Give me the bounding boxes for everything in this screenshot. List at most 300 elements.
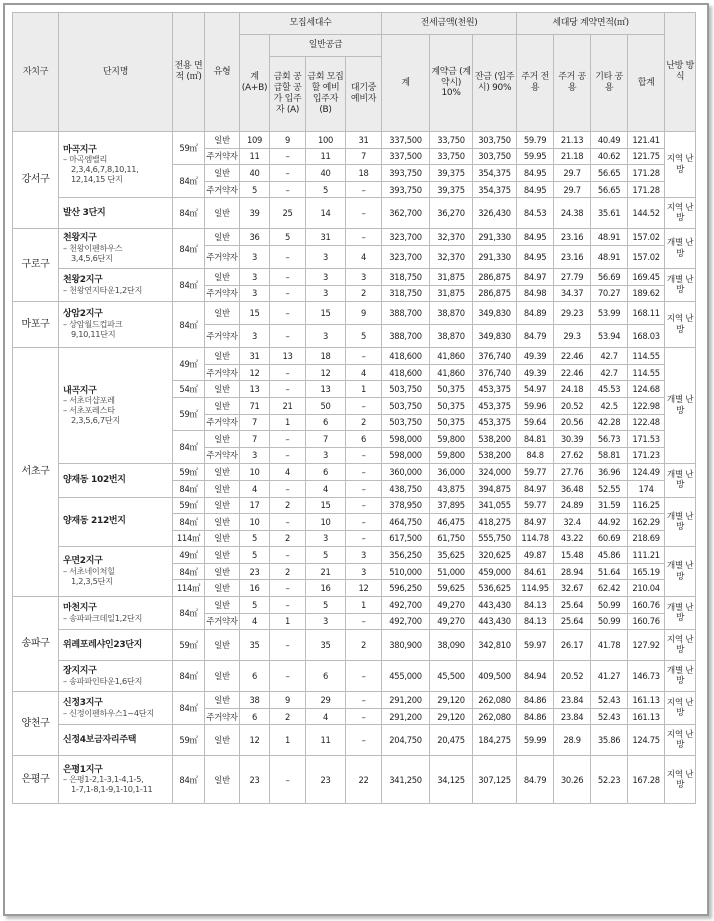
- other-area-cell: 56.69: [591, 268, 628, 285]
- waiting-cell: 2: [346, 630, 382, 661]
- deposit-contract-cell: 50,375: [430, 381, 473, 398]
- type-cell: 주거약자: [205, 181, 240, 198]
- deposit-total-cell: 438,750: [382, 480, 430, 497]
- other-area-cell: 60.69: [591, 530, 628, 547]
- common-area-cell: 26.17: [554, 630, 591, 661]
- other-area-cell: 53.94: [591, 325, 628, 348]
- sum-area-cell: 167.28: [628, 756, 665, 804]
- common-area-cell: 21.18: [554, 148, 591, 165]
- waiting-cell: 3: [346, 268, 382, 285]
- type-cell: 일반: [205, 464, 240, 481]
- recruit-a-cell: –: [270, 285, 306, 302]
- recruit-b-cell: 10: [306, 514, 346, 531]
- recruit-a-cell: –: [270, 431, 306, 448]
- recruit-b-cell: 3: [306, 447, 346, 464]
- private-area-cell: 59.97: [517, 630, 554, 661]
- deposit-contract-cell: 59,800: [430, 431, 473, 448]
- recruit-b-cell: 40: [306, 165, 346, 182]
- other-area-cell: 52.55: [591, 480, 628, 497]
- recruit-b-cell: 100: [306, 132, 346, 149]
- other-area-cell: 48.91: [591, 229, 628, 246]
- recruit-b-cell: 15: [306, 497, 346, 514]
- complex-cell: [59, 132, 173, 198]
- sum-area-cell: 161.13: [628, 708, 665, 725]
- area-cell: 84㎡: [173, 661, 205, 692]
- sum-area-cell: 157.02: [628, 229, 665, 246]
- header-ca-private: 주거 전용: [517, 35, 554, 132]
- area-cell: 84㎡: [173, 165, 205, 198]
- other-area-cell: 56.73: [591, 431, 628, 448]
- complex-name: 마곡지구: [63, 144, 97, 155]
- complex-cell: [59, 661, 173, 692]
- private-area-cell: 84.95: [517, 181, 554, 198]
- deposit-balance-cell: 342,810: [473, 630, 517, 661]
- type-cell: 주거약자: [205, 613, 240, 630]
- private-area-cell: 49.87: [517, 547, 554, 564]
- private-area-cell: 59.99: [517, 725, 554, 756]
- common-area-cell: 24.18: [554, 381, 591, 398]
- sum-area-cell: 165.19: [628, 563, 665, 580]
- deposit-contract-cell: 38,870: [430, 302, 473, 325]
- type-cell: 일반: [205, 580, 240, 597]
- deposit-total-cell: 318,750: [382, 285, 430, 302]
- area-cell: 59㎡: [173, 132, 205, 165]
- recruit-a-cell: –: [270, 302, 306, 325]
- header-general: 일반공급: [270, 35, 382, 57]
- recruit-a-cell: 9: [270, 692, 306, 709]
- recruit-b-cell: 50: [306, 397, 346, 414]
- recruit-a-cell: 5: [270, 229, 306, 246]
- total-cell: 3: [240, 325, 270, 348]
- deposit-balance-cell: 320,625: [473, 547, 517, 564]
- deposit-contract-cell: 50,375: [430, 397, 473, 414]
- common-area-cell: 21.13: [554, 132, 591, 149]
- total-cell: 39: [240, 198, 270, 229]
- other-area-cell: 50.99: [591, 613, 628, 630]
- table-row: [13, 756, 696, 804]
- recruit-b-cell: 3: [306, 530, 346, 547]
- recruit-a-cell: –: [270, 580, 306, 597]
- deposit-total-cell: 388,700: [382, 302, 430, 325]
- area-cell: 59㎡: [173, 725, 205, 756]
- waiting-cell: –: [346, 348, 382, 365]
- heating-cell: 개별 난방: [665, 661, 696, 692]
- header-dep-total: 계: [382, 35, 430, 132]
- type-cell: 일반: [205, 381, 240, 398]
- table-row: [13, 229, 696, 246]
- deposit-balance-cell: 409,500: [473, 661, 517, 692]
- sum-area-cell: 160.76: [628, 613, 665, 630]
- common-area-cell: 25.64: [554, 613, 591, 630]
- waiting-cell: 1: [346, 381, 382, 398]
- waiting-cell: 9: [346, 302, 382, 325]
- private-area-cell: 84.13: [517, 613, 554, 630]
- deposit-total-cell: 617,500: [382, 530, 430, 547]
- private-area-cell: 84.79: [517, 756, 554, 804]
- deposit-total-cell: 204,750: [382, 725, 430, 756]
- deposit-total-cell: 492,700: [382, 597, 430, 614]
- table-row: [13, 692, 696, 709]
- common-area-cell: 28.9: [554, 725, 591, 756]
- deposit-contract-cell: 41,860: [430, 348, 473, 365]
- common-area-cell: 30.39: [554, 431, 591, 448]
- complex-cell: [59, 464, 173, 497]
- area-cell: 84㎡: [173, 268, 205, 301]
- common-area-cell: 29.23: [554, 302, 591, 325]
- other-area-cell: 41.27: [591, 661, 628, 692]
- type-cell: 주거약자: [205, 325, 240, 348]
- sum-area-cell: 111.21: [628, 547, 665, 564]
- recruit-b-cell: 14: [306, 198, 346, 229]
- recruit-b-cell: 6: [306, 661, 346, 692]
- deposit-contract-cell: 39,375: [430, 165, 473, 182]
- deposit-total-cell: 418,600: [382, 364, 430, 381]
- deposit-balance-cell: 303,750: [473, 148, 517, 165]
- total-cell: 5: [240, 530, 270, 547]
- recruit-b-cell: 15: [306, 302, 346, 325]
- other-area-cell: 45.53: [591, 381, 628, 398]
- waiting-cell: 5: [346, 325, 382, 348]
- deposit-balance-cell: 538,200: [473, 447, 517, 464]
- type-cell: 일반: [205, 514, 240, 531]
- sum-area-cell: 114.55: [628, 348, 665, 365]
- deposit-contract-cell: 29,120: [430, 708, 473, 725]
- total-cell: 3: [240, 245, 270, 268]
- other-area-cell: 42.28: [591, 414, 628, 431]
- private-area-cell: 84.53: [517, 198, 554, 229]
- recruit-a-cell: 2: [270, 563, 306, 580]
- deposit-contract-cell: 38,870: [430, 325, 473, 348]
- complex-cell: [59, 198, 173, 229]
- type-cell: 일반: [205, 229, 240, 246]
- private-area-cell: 84.97: [517, 480, 554, 497]
- common-area-cell: 25.64: [554, 597, 591, 614]
- heating-cell: 지역 난방: [665, 198, 696, 229]
- complex-cell: [59, 547, 173, 597]
- deposit-total-cell: 380,900: [382, 630, 430, 661]
- other-area-cell: 56.65: [591, 181, 628, 198]
- other-area-cell: 62.42: [591, 580, 628, 597]
- sum-area-cell: 171.28: [628, 181, 665, 198]
- header-rec-b: 금회 모집할 예비 입주자 (B): [306, 57, 346, 132]
- type-cell: 일반: [205, 563, 240, 580]
- private-area-cell: 84.61: [517, 563, 554, 580]
- other-area-cell: 50.99: [591, 597, 628, 614]
- common-area-cell: 36.48: [554, 480, 591, 497]
- complex-detail: 3,4,5,6단지: [71, 253, 113, 264]
- district-cell: 양천구: [13, 692, 59, 756]
- recruit-a-cell: 25: [270, 198, 306, 229]
- private-area-cell: 59.79: [517, 132, 554, 149]
- deposit-total-cell: 341,250: [382, 756, 430, 804]
- complex-detail: – 상암월드컵파크: [63, 319, 123, 330]
- deposit-total-cell: 393,750: [382, 165, 430, 182]
- area-cell: 84㎡: [173, 692, 205, 725]
- recruit-b-cell: 3: [306, 245, 346, 268]
- deposit-total-cell: 418,600: [382, 348, 430, 365]
- total-cell: 10: [240, 464, 270, 481]
- deposit-contract-cell: 33,750: [430, 132, 473, 149]
- heating-cell: 개별 난방: [665, 497, 696, 547]
- recruit-a-cell: –: [270, 268, 306, 285]
- complex-name: 마천지구: [63, 602, 97, 613]
- deposit-balance-cell: 555,750: [473, 530, 517, 547]
- table-row: [13, 302, 696, 325]
- common-area-cell: 23.16: [554, 229, 591, 246]
- table-row: [13, 597, 696, 614]
- header-ca-other: 기타 공용: [591, 35, 628, 132]
- recruit-a-cell: 13: [270, 348, 306, 365]
- deposit-total-cell: 598,000: [382, 431, 430, 448]
- deposit-contract-cell: 38,090: [430, 630, 473, 661]
- waiting-cell: –: [346, 530, 382, 547]
- header-type: 유형: [205, 13, 240, 132]
- common-area-cell: 29.7: [554, 181, 591, 198]
- recruit-b-cell: 5: [306, 547, 346, 564]
- complex-cell: [59, 692, 173, 725]
- area-cell: 84㎡: [173, 514, 205, 531]
- complex-cell: [59, 630, 173, 661]
- deposit-total-cell: 388,700: [382, 325, 430, 348]
- total-cell: 3: [240, 285, 270, 302]
- deposit-balance-cell: 324,000: [473, 464, 517, 481]
- private-area-cell: 114.95: [517, 580, 554, 597]
- deposit-total-cell: 378,950: [382, 497, 430, 514]
- waiting-cell: –: [346, 725, 382, 756]
- complex-name: 상암2지구: [63, 309, 103, 320]
- type-cell: 일반: [205, 497, 240, 514]
- waiting-cell: –: [346, 464, 382, 481]
- recruit-b-cell: 6: [306, 464, 346, 481]
- deposit-contract-cell: 36,270: [430, 198, 473, 229]
- other-area-cell: 51.64: [591, 563, 628, 580]
- sum-area-cell: 122.98: [628, 397, 665, 414]
- waiting-cell: 2: [346, 285, 382, 302]
- deposit-total-cell: 510,000: [382, 563, 430, 580]
- sum-area-cell: 114.55: [628, 364, 665, 381]
- waiting-cell: –: [346, 497, 382, 514]
- other-area-cell: 58.81: [591, 447, 628, 464]
- recruit-a-cell: 4: [270, 464, 306, 481]
- deposit-balance-cell: 453,375: [473, 381, 517, 398]
- private-area-cell: 84.81: [517, 431, 554, 448]
- sum-area-cell: 122.48: [628, 414, 665, 431]
- recruit-b-cell: 18: [306, 348, 346, 365]
- sum-area-cell: 124.75: [628, 725, 665, 756]
- deposit-balance-cell: 286,875: [473, 268, 517, 285]
- deposit-contract-cell: 45,500: [430, 661, 473, 692]
- total-cell: 23: [240, 563, 270, 580]
- other-area-cell: 44.92: [591, 514, 628, 531]
- complex-cell: [59, 497, 173, 547]
- recruit-a-cell: –: [270, 661, 306, 692]
- header-recruit: 모집세대수: [240, 13, 382, 35]
- deposit-balance-cell: 376,740: [473, 364, 517, 381]
- complex-cell: [59, 348, 173, 464]
- recruit-a-cell: –: [270, 514, 306, 531]
- deposit-balance-cell: 354,375: [473, 165, 517, 182]
- private-area-cell: 84.97: [517, 268, 554, 285]
- other-area-cell: 52.43: [591, 708, 628, 725]
- sum-area-cell: 161.13: [628, 692, 665, 709]
- total-cell: 5: [240, 181, 270, 198]
- private-area-cell: 84.95: [517, 229, 554, 246]
- complex-cell: [59, 302, 173, 348]
- waiting-cell: –: [346, 447, 382, 464]
- area-cell: 114㎡: [173, 580, 205, 597]
- private-area-cell: 84.95: [517, 245, 554, 268]
- deposit-contract-cell: 31,875: [430, 285, 473, 302]
- deposit-contract-cell: 33,750: [430, 148, 473, 165]
- waiting-cell: –: [346, 661, 382, 692]
- heating-cell: 지역 난방: [665, 132, 696, 198]
- deposit-balance-cell: 376,740: [473, 348, 517, 365]
- deposit-balance-cell: 291,330: [473, 245, 517, 268]
- waiting-cell: 1: [346, 597, 382, 614]
- total-cell: 31: [240, 348, 270, 365]
- other-area-cell: 40.49: [591, 132, 628, 149]
- district-cell: 강서구: [13, 132, 59, 229]
- recruit-a-cell: 2: [270, 497, 306, 514]
- deposit-total-cell: 503,750: [382, 397, 430, 414]
- complex-detail: – 송파파크데일1,2단지: [63, 612, 143, 623]
- type-cell: 일반: [205, 348, 240, 365]
- sum-area-cell: 146.73: [628, 661, 665, 692]
- deposit-contract-cell: 43,875: [430, 480, 473, 497]
- private-area-cell: 84.13: [517, 597, 554, 614]
- area-cell: 84㎡: [173, 302, 205, 348]
- complex-detail: 2,3,4,6,7,8,10,11,: [71, 164, 139, 175]
- deposit-balance-cell: 536,625: [473, 580, 517, 597]
- deposit-balance-cell: 394,875: [473, 480, 517, 497]
- deposit-total-cell: 318,750: [382, 268, 430, 285]
- deposit-balance-cell: 262,080: [473, 692, 517, 709]
- deposit-contract-cell: 32,370: [430, 229, 473, 246]
- sum-area-cell: 124.49: [628, 464, 665, 481]
- private-area-cell: 84.97: [517, 514, 554, 531]
- type-cell: 주거약자: [205, 285, 240, 302]
- deposit-balance-cell: 459,000: [473, 563, 517, 580]
- waiting-cell: 22: [346, 756, 382, 804]
- complex-name: 내곡지구: [63, 385, 97, 396]
- complex-detail: 1,2,3,5단지: [71, 576, 113, 587]
- deposit-balance-cell: 443,430: [473, 597, 517, 614]
- recruit-b-cell: 13: [306, 381, 346, 398]
- deposit-total-cell: 455,000: [382, 661, 430, 692]
- header-contract-area: 세대당 계약면적(㎡): [517, 13, 665, 35]
- complex-name: 위례포레샤인23단지: [63, 639, 143, 650]
- district-cell: 구로구: [13, 229, 59, 302]
- recruit-a-cell: –: [270, 547, 306, 564]
- common-area-cell: 22.46: [554, 348, 591, 365]
- type-cell: 일반: [205, 268, 240, 285]
- private-area-cell: 84.86: [517, 708, 554, 725]
- recruit-b-cell: 12: [306, 364, 346, 381]
- waiting-cell: –: [346, 181, 382, 198]
- other-area-cell: 42.7: [591, 348, 628, 365]
- waiting-cell: 6: [346, 431, 382, 448]
- area-cell: 84㎡: [173, 597, 205, 630]
- sum-area-cell: 127.92: [628, 630, 665, 661]
- common-area-cell: 32.4: [554, 514, 591, 531]
- recruit-b-cell: 3: [306, 613, 346, 630]
- waiting-cell: –: [346, 229, 382, 246]
- header-ca-common: 주거 공용: [554, 35, 591, 132]
- header-deposit: 전세금액(천원): [382, 13, 517, 35]
- other-area-cell: 53.99: [591, 302, 628, 325]
- deposit-total-cell: 360,000: [382, 464, 430, 481]
- type-cell: 일반: [205, 302, 240, 325]
- deposit-balance-cell: 453,375: [473, 397, 517, 414]
- area-cell: 84㎡: [173, 480, 205, 497]
- total-cell: 7: [240, 431, 270, 448]
- deposit-balance-cell: 307,125: [473, 756, 517, 804]
- deposit-balance-cell: 418,275: [473, 514, 517, 531]
- common-area-cell: 34.37: [554, 285, 591, 302]
- waiting-cell: 7: [346, 148, 382, 165]
- common-area-cell: 15.48: [554, 547, 591, 564]
- recruit-b-cell: 4: [306, 708, 346, 725]
- sum-area-cell: 189.62: [628, 285, 665, 302]
- deposit-total-cell: 291,200: [382, 708, 430, 725]
- private-area-cell: 84.98: [517, 285, 554, 302]
- area-cell: 84㎡: [173, 431, 205, 464]
- recruit-a-cell: –: [270, 447, 306, 464]
- complex-detail: 9,10,11단지: [71, 329, 116, 340]
- complex-detail: – 마곡엠밸리: [63, 154, 108, 165]
- other-area-cell: 42.7: [591, 364, 628, 381]
- area-cell: 84㎡: [173, 198, 205, 229]
- header-dep-balance: 잔금 (입주시) 90%: [473, 35, 517, 132]
- heating-cell: 지역 난방: [665, 756, 696, 804]
- header-district: 자치구: [13, 13, 59, 132]
- type-cell: 일반: [205, 165, 240, 182]
- other-area-cell: 35.61: [591, 198, 628, 229]
- common-area-cell: 29.3: [554, 325, 591, 348]
- heating-cell: 개별 난방: [665, 464, 696, 497]
- type-cell: 일반: [205, 547, 240, 564]
- deposit-balance-cell: 354,375: [473, 181, 517, 198]
- area-cell: 84㎡: [173, 229, 205, 269]
- total-cell: 13: [240, 381, 270, 398]
- other-area-cell: 36.96: [591, 464, 628, 481]
- complex-name: 양재동 102번지: [63, 475, 126, 485]
- recruit-b-cell: 29: [306, 692, 346, 709]
- type-cell: 주거약자: [205, 245, 240, 268]
- deposit-contract-cell: 59,800: [430, 447, 473, 464]
- recruit-a-cell: 1: [270, 725, 306, 756]
- deposit-contract-cell: 50,375: [430, 414, 473, 431]
- table-row: [13, 132, 696, 149]
- private-area-cell: 84.79: [517, 325, 554, 348]
- total-cell: 40: [240, 165, 270, 182]
- complex-detail: – 신정이펜하우스1~4단지: [63, 707, 154, 718]
- sum-area-cell: 157.02: [628, 245, 665, 268]
- waiting-cell: 18: [346, 165, 382, 182]
- total-cell: 12: [240, 725, 270, 756]
- recruit-b-cell: 5: [306, 597, 346, 614]
- common-area-cell: 23.84: [554, 692, 591, 709]
- complex-detail: – 서초더샵포레: [63, 395, 115, 406]
- deposit-total-cell: 291,200: [382, 692, 430, 709]
- recruit-a-cell: –: [270, 364, 306, 381]
- area-cell: 54㎡: [173, 381, 205, 398]
- deposit-balance-cell: 349,830: [473, 302, 517, 325]
- deposit-contract-cell: 37,895: [430, 497, 473, 514]
- table-body: [13, 132, 696, 804]
- waiting-cell: –: [346, 397, 382, 414]
- complex-name: 신정4보금자리주택: [63, 735, 137, 746]
